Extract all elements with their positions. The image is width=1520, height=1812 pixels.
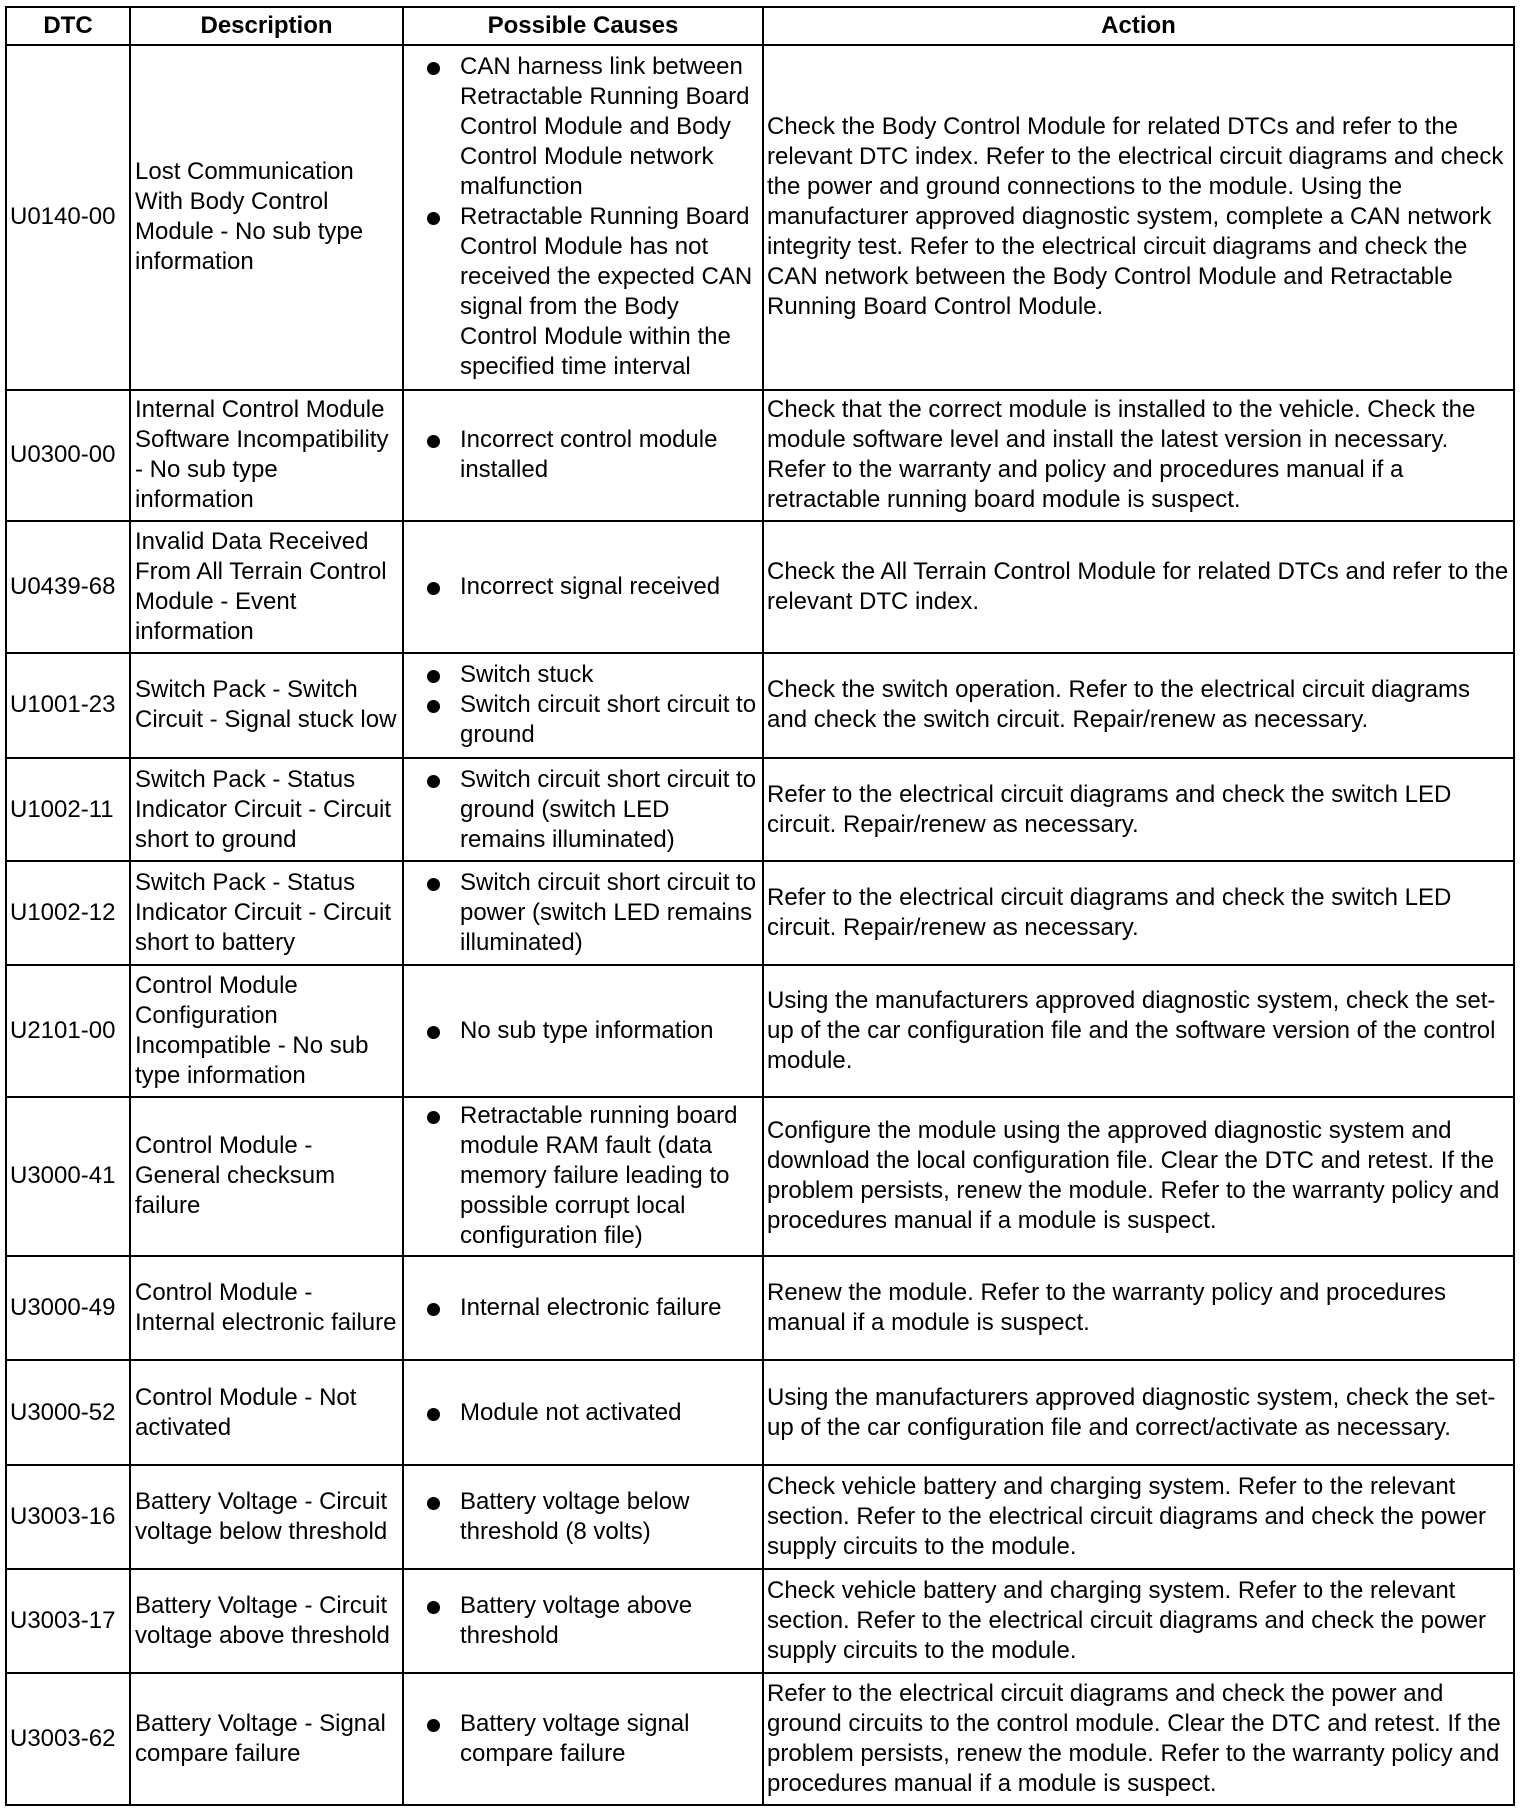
header-possible-causes: Possible Causes: [403, 7, 763, 45]
causes-list: [424, 660, 758, 750]
dtc-description: Control Module - Internal electronic failure: [130, 1256, 403, 1361]
header-description: Description: [130, 7, 403, 45]
cause-item: Switch circuit short circuit to ground: [424, 690, 758, 750]
cause-item: Internal electronic failure: [424, 1293, 758, 1323]
possible-causes-cell: [403, 1673, 763, 1805]
table-row: [6, 390, 1514, 521]
cause-item: Switch stuck: [424, 660, 758, 690]
dtc-code: U3003-17: [6, 1569, 130, 1673]
causes-list: [424, 1591, 758, 1651]
dtc-action: Check vehicle battery and charging system. Refer to the relevant section. Refer to the electrical circuit diagrams and check the power supply circuits to the module.: [763, 1465, 1514, 1569]
causes-list: [424, 1487, 758, 1547]
dtc-code: U1002-12: [6, 861, 130, 965]
possible-causes-cell: [403, 45, 763, 390]
dtc-description: Lost Communication With Body Control Module - No sub type information: [130, 45, 403, 390]
dtc-description: Invalid Data Received From All Terrain Control Module - Event information: [130, 521, 403, 653]
dtc-description: Control Module Configuration Incompatible - No sub type information: [130, 965, 403, 1097]
dtc-description: Switch Pack - Status Indicator Circuit - Circuit short to battery: [130, 861, 403, 965]
causes-list: [424, 1709, 758, 1769]
dtc-table: [5, 6, 1515, 1806]
dtc-action: Configure the module using the approved diagnostic system and download the local configuration file. Clear the DTC and retest. If the problem persists, renew the module. Refer to the warranty policy and procedures manual if a module is suspect.: [763, 1097, 1514, 1255]
table-row: [6, 1256, 1514, 1361]
dtc-code: U3000-41: [6, 1097, 130, 1255]
dtc-code: U3000-49: [6, 1256, 130, 1361]
dtc-action: Refer to the electrical circuit diagrams and check the switch LED circuit. Repair/renew as necessary.: [763, 861, 1514, 965]
dtc-action: Check the All Terrain Control Module for related DTCs and refer to the relevant DTC index.: [763, 521, 1514, 653]
causes-list: [424, 765, 758, 855]
possible-causes-cell: [403, 965, 763, 1097]
possible-causes-cell: [403, 390, 763, 521]
table-row: [6, 861, 1514, 965]
header-dtc: DTC: [6, 7, 130, 45]
table-row: [6, 965, 1514, 1097]
dtc-code: U3003-16: [6, 1465, 130, 1569]
cause-item: Switch circuit short circuit to ground (switch LED remains illuminated): [424, 765, 758, 855]
possible-causes-cell: [403, 1569, 763, 1673]
dtc-action: Check the Body Control Module for related DTCs and refer to the relevant DTC index. Refer to the electrical circuit diagrams and check the power and ground connections to the module. Using the manufacturer approved diagnostic system, complete a CAN network integrity test. Refer to the electrical circuit diagrams and check the CAN network between the Body Control Module and Retractable Running Board Control Module.: [763, 45, 1514, 390]
dtc-description: Battery Voltage - Circuit voltage below threshold: [130, 1465, 403, 1569]
dtc-code: U3000-52: [6, 1360, 130, 1465]
cause-item: Retractable running board module RAM fault (data memory failure leading to possible corrupt local configuration file): [424, 1101, 758, 1251]
dtc-code: U2101-00: [6, 965, 130, 1097]
table-row: [6, 758, 1514, 862]
header-row: [6, 7, 1514, 45]
possible-causes-cell: [403, 1465, 763, 1569]
dtc-action: Check that the correct module is installed to the vehicle. Check the module software level and install the latest version in necessary. Refer to the warranty and policy and procedures manual if a retractable running board module is suspect.: [763, 390, 1514, 521]
cause-item: Module not activated: [424, 1398, 758, 1428]
table-body: [6, 45, 1514, 1805]
dtc-description: Battery Voltage - Signal compare failure: [130, 1673, 403, 1805]
table-row: [6, 1465, 1514, 1569]
causes-list: [424, 572, 758, 602]
possible-causes-cell: [403, 521, 763, 653]
dtc-code: U1001-23: [6, 653, 130, 758]
causes-list: [424, 425, 758, 485]
causes-list: [424, 1398, 758, 1428]
cause-item: Switch circuit short circuit to power (switch LED remains illuminated): [424, 868, 758, 958]
dtc-description: Switch Pack - Status Indicator Circuit - Circuit short to ground: [130, 758, 403, 862]
cause-item: Battery voltage above threshold: [424, 1591, 758, 1651]
dtc-action: Refer to the electrical circuit diagrams and check the power and ground circuits to the control module. Clear the DTC and retest. If the problem persists, renew the module. Refer to the warranty policy and procedures manual if a module is suspect.: [763, 1673, 1514, 1805]
table-row: [6, 653, 1514, 758]
dtc-code: U0140-00: [6, 45, 130, 390]
dtc-action: Renew the module. Refer to the warranty policy and procedures manual if a module is suspect.: [763, 1256, 1514, 1361]
causes-list: [424, 52, 758, 382]
header-action: Action: [763, 7, 1514, 45]
dtc-description: Control Module - General checksum failure: [130, 1097, 403, 1255]
dtc-code: U0439-68: [6, 521, 130, 653]
cause-item: Incorrect control module installed: [424, 425, 758, 485]
cause-item: Battery voltage signal compare failure: [424, 1709, 758, 1769]
causes-list: [424, 868, 758, 958]
table-row: [6, 1569, 1514, 1673]
dtc-code: U0300-00: [6, 390, 130, 521]
possible-causes-cell: [403, 653, 763, 758]
table-row: [6, 1360, 1514, 1465]
dtc-description: Switch Pack - Switch Circuit - Signal stuck low: [130, 653, 403, 758]
table-row: [6, 45, 1514, 390]
dtc-description: Battery Voltage - Circuit voltage above threshold: [130, 1569, 403, 1673]
causes-list: [424, 1293, 758, 1323]
cause-item: Retractable Running Board Control Module has not received the expected CAN signal from the Body Control Module within the specified time interval: [424, 202, 758, 382]
possible-causes-cell: [403, 758, 763, 862]
cause-item: Battery voltage below threshold (8 volts): [424, 1487, 758, 1547]
dtc-code: U1002-11: [6, 758, 130, 862]
dtc-action: Check the switch operation. Refer to the electrical circuit diagrams and check the switch circuit. Repair/renew as necessary.: [763, 653, 1514, 758]
cause-item: CAN harness link between Retractable Running Board Control Module and Body Control Module network malfunction: [424, 52, 758, 202]
causes-list: [424, 1101, 758, 1251]
table-row: [6, 1097, 1514, 1255]
dtc-action: Refer to the electrical circuit diagrams and check the switch LED circuit. Repair/renew as necessary.: [763, 758, 1514, 862]
dtc-code: U3003-62: [6, 1673, 130, 1805]
dtc-action: Check vehicle battery and charging system. Refer to the relevant section. Refer to the electrical circuit diagrams and check the power supply circuits to the module.: [763, 1569, 1514, 1673]
possible-causes-cell: [403, 1097, 763, 1255]
possible-causes-cell: [403, 1360, 763, 1465]
dtc-action: Using the manufacturers approved diagnostic system, check the set-up of the car configuration file and correct/activate as necessary.: [763, 1360, 1514, 1465]
possible-causes-cell: [403, 861, 763, 965]
table-row: [6, 521, 1514, 653]
table-row: [6, 1673, 1514, 1805]
cause-item: No sub type information: [424, 1016, 758, 1046]
possible-causes-cell: [403, 1256, 763, 1361]
dtc-action: Using the manufacturers approved diagnostic system, check the set-up of the car configuration file and the software version of the control module.: [763, 965, 1514, 1097]
cause-item: Incorrect signal received: [424, 572, 758, 602]
dtc-description: Internal Control Module Software Incompatibility - No sub type information: [130, 390, 403, 521]
dtc-description: Control Module - Not activated: [130, 1360, 403, 1465]
causes-list: [424, 1016, 758, 1046]
